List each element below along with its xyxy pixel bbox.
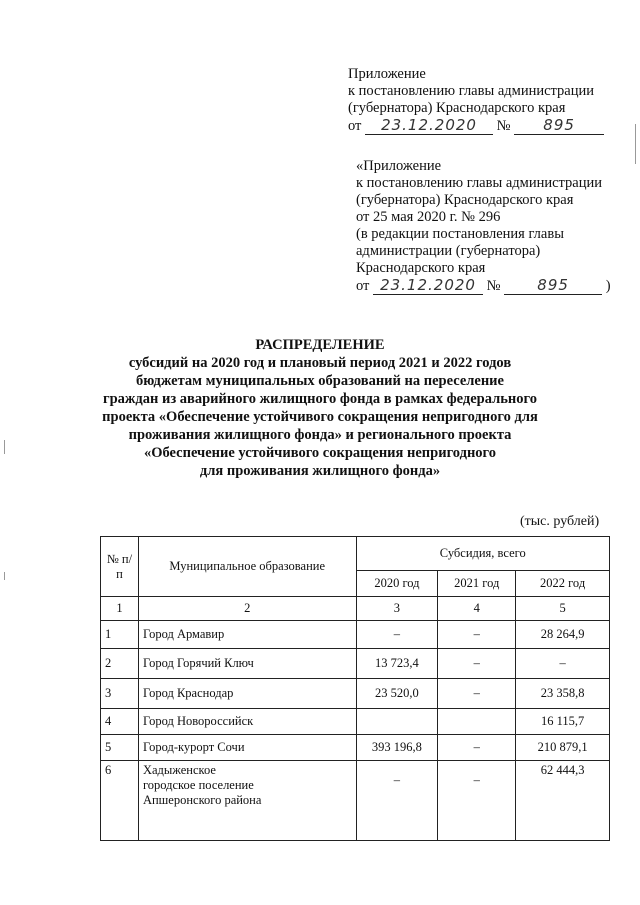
quoted-line: к постановлению главы администрации — [356, 175, 603, 191]
quoted-line: администрации (губернатора) — [356, 243, 541, 259]
table-header-row — [101, 537, 610, 571]
row-2022: 23 358,8 — [516, 679, 610, 709]
row-2020: 23 520,0 — [356, 679, 438, 709]
row-2021: – — [438, 679, 516, 709]
row-municipality: Город-курорт Сочи — [138, 735, 356, 761]
row-2022: – — [516, 649, 610, 679]
row-municipality: Город Краснодар — [138, 679, 356, 709]
table-row — [101, 709, 610, 735]
handwritten-date: 23.12.2020 — [365, 117, 493, 135]
row-2020: 393 196,8 — [356, 735, 438, 761]
index-cell: 5 — [516, 597, 610, 621]
title-line: для проживания жилищного фонда» — [199, 463, 441, 479]
title-line: граждан из аварийного жилищного фонда в рамках федерального — [102, 391, 538, 407]
scan-edge-mark — [635, 124, 636, 164]
table-row — [101, 735, 610, 761]
row-2021: – — [438, 621, 516, 649]
index-cell: 2 — [138, 597, 356, 621]
title-line: бюджетам муниципальных образований на переселение — [136, 373, 504, 389]
index-cell: 1 — [101, 597, 139, 621]
header-line: (губернатора) Краснодарского края — [348, 100, 566, 116]
title-heading: РАСПРЕДЕЛЕНИЕ — [255, 337, 385, 353]
col-2022-header: 2022 год — [516, 571, 610, 597]
row-2022: 28 264,9 — [516, 621, 610, 649]
row-2020: 13 723,4 — [356, 649, 438, 679]
row-2021: – — [438, 761, 516, 841]
closing-paren: ) — [605, 278, 611, 294]
date-prefix: от — [356, 278, 370, 294]
col-2021-header: 2021 год — [438, 571, 516, 597]
row-number: 1 — [101, 621, 139, 649]
row-2021: – — [438, 649, 516, 679]
row-number: 2 — [101, 649, 139, 679]
quoted-line: Краснодарского края — [356, 260, 486, 276]
title-line: проекта «Обеспечение устойчивого сокращения непригодного для — [102, 409, 538, 425]
subsidy-table — [100, 536, 610, 841]
date-prefix: от — [348, 118, 362, 134]
quoted-appendix-block — [356, 158, 611, 295]
row-municipality: Город Новороссийск — [138, 709, 356, 735]
handwritten-number: 895 — [504, 277, 602, 295]
handwritten-number: 895 — [514, 117, 604, 135]
table-row — [101, 761, 610, 841]
handwritten-date: 23.12.2020 — [373, 277, 483, 295]
table-row — [101, 679, 610, 709]
scan-edge-mark — [4, 572, 5, 580]
number-prefix: № — [496, 118, 511, 134]
document-title — [0, 336, 640, 480]
row-number: 5 — [101, 735, 139, 761]
col-municipality-header: Муниципальное образование — [138, 537, 356, 597]
municipality-line: городское поселение — [142, 778, 254, 792]
header-line: Приложение — [348, 66, 426, 82]
row-2021 — [438, 709, 516, 735]
quoted-line: (в редакции постановления главы — [356, 226, 564, 242]
row-2022: 16 115,7 — [516, 709, 610, 735]
row-2022: 62 444,3 — [516, 761, 610, 841]
col-2020-header: 2020 год — [356, 571, 438, 597]
row-2020 — [356, 709, 438, 735]
row-number: 4 — [101, 709, 139, 735]
row-number: 3 — [101, 679, 139, 709]
row-municipality: Город Горячий Ключ — [138, 649, 356, 679]
scan-edge-mark — [4, 440, 5, 454]
col-subsidy-header: Субсидия, всего — [356, 537, 610, 571]
title-line: «Обеспечение устойчивого сокращения непригодного — [143, 445, 497, 461]
index-cell: 3 — [356, 597, 438, 621]
units-label: (тыс. рублей) — [520, 514, 600, 529]
row-2022: 210 879,1 — [516, 735, 610, 761]
header-line: к постановлению главы администрации — [348, 83, 595, 99]
row-number: 6 — [101, 761, 139, 841]
row-municipality: Город Армавир — [138, 621, 356, 649]
header-date-line — [348, 117, 604, 135]
table-row — [101, 649, 610, 679]
number-prefix: № — [486, 278, 501, 294]
row-2021: – — [438, 735, 516, 761]
row-2020: – — [356, 621, 438, 649]
table-index-row — [101, 597, 610, 621]
municipality-line: Апшеронского района — [142, 793, 262, 807]
row-municipality — [138, 761, 356, 841]
quoted-line: (губернатора) Краснодарского края — [356, 192, 574, 208]
row-2020: – — [356, 761, 438, 841]
title-line: субсидий на 2020 год и плановый период 2021 и 2022 годов — [128, 355, 512, 371]
approval-header — [348, 66, 604, 135]
quoted-line: от 25 мая 2020 г. № 296 — [356, 209, 501, 225]
col-num-header: № п/п — [101, 537, 139, 597]
index-cell: 4 — [438, 597, 516, 621]
table-row — [101, 621, 610, 649]
municipality-line: Хадыженское — [142, 763, 216, 777]
quoted-date-line — [356, 277, 611, 295]
title-line: проживания жилищного фонда» и регионального проекта — [128, 427, 512, 443]
quoted-line: «Приложение — [356, 158, 442, 174]
